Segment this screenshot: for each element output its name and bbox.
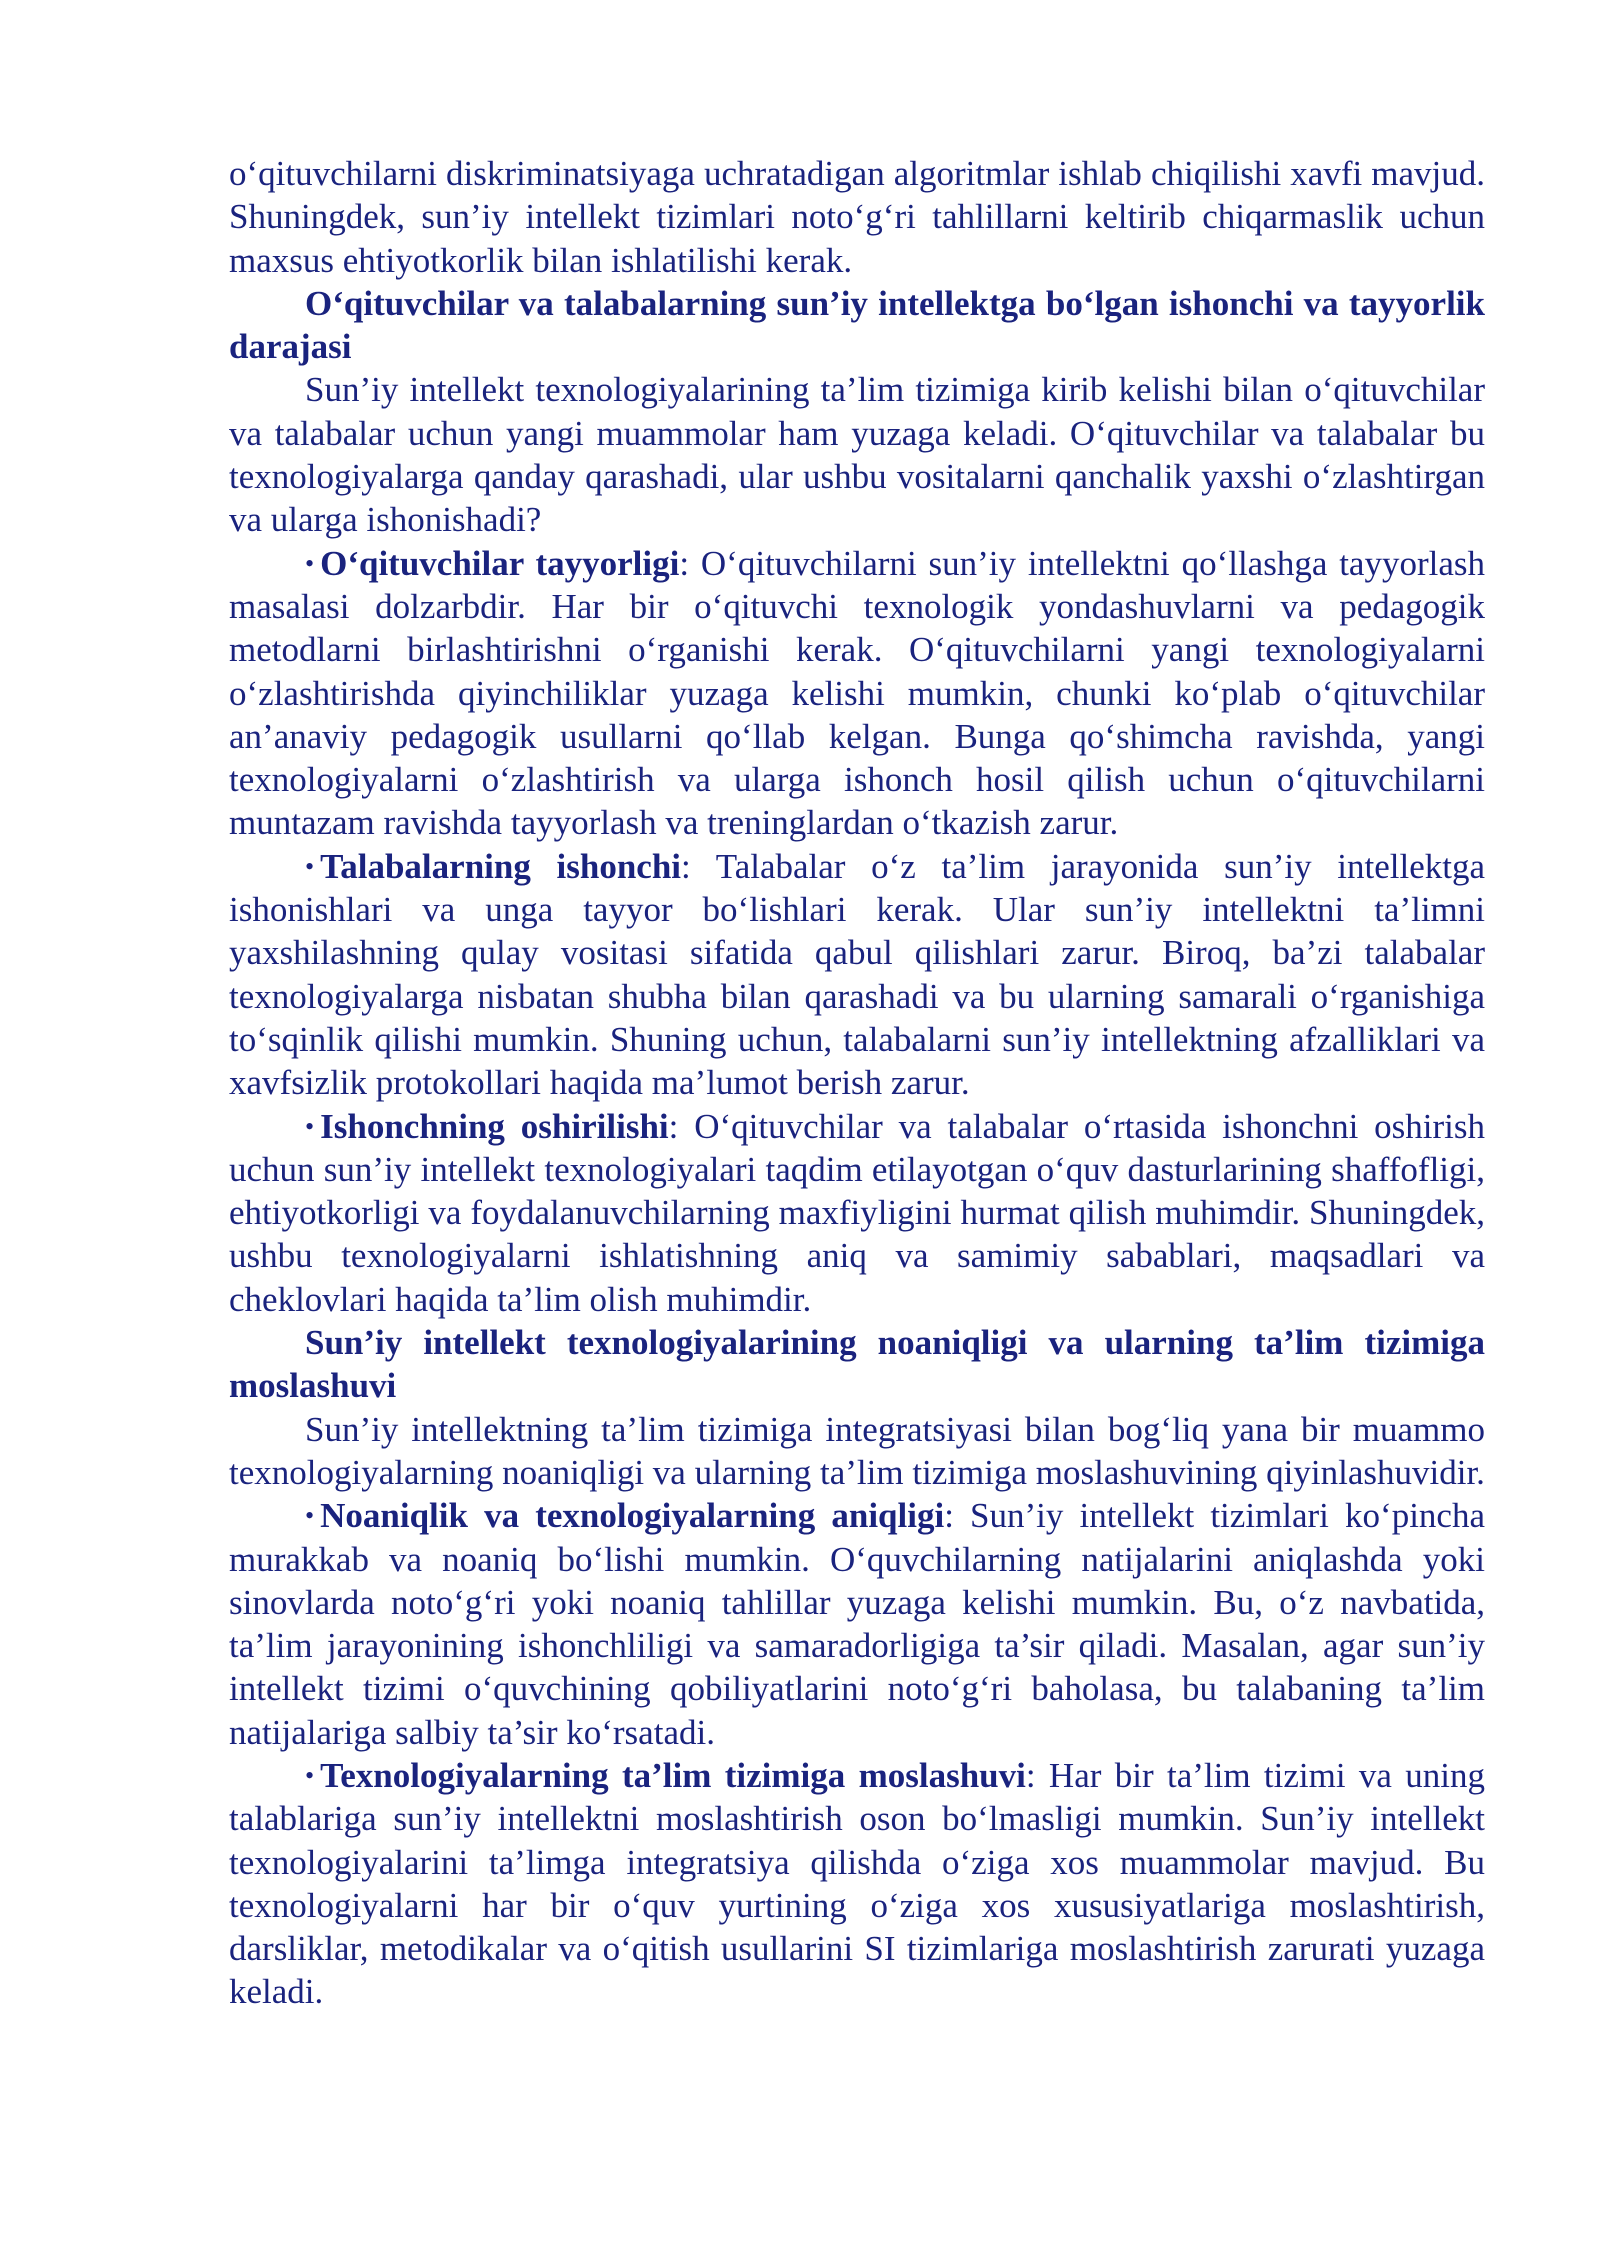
bullet-item-teacher-readiness [229,542,1485,845]
bullet-item-system-adaptation [229,1754,1485,2014]
bullet-item-student-trust [229,845,1485,1105]
bullet-item-uncertainty-accuracy [229,1494,1485,1754]
section-paragraph-uncertainty-adaptation: Sun’iy intellektning ta’lim tizimiga integratsiyasi bilan bog‘liq yana bir muammo texnologiyalarning noaniqligi va ularning ta’lim tizimiga moslashuvining qiyinlashuvidir. [229,1409,1485,1492]
bullet-text: : O‘qituvchilar va talabalar o‘rtasida ishonchni oshirish uchun sun’iy intellekt texnologiyalari taqdim etilayotgan o‘quv dasturlarining shaffofligi, ehtiyotkorligi va foydalanuvchilarning maxfiyligini hurmat qilish muhimdir. Shuningdek, ushbu texnologiyalarni ishlatishning aniq va samimiy sabablari, maqsadlari va cheklovlari haqida ta’lim olish muhimdir. [229,1106,1485,1319]
bullet-term: Noaniqlik va texnologiyalarning aniqligi [320,1496,945,1536]
bullet-text: : O‘qituvchilarni sun’iy intellektni qo‘llashga tayyorlash masalasi dolzarbdir. Har bir o‘qituvchi texnologik yondashuvlarni va pedagogik metodlarni birlashtirishni o‘rganishi kerak. O‘qituvchilarni yangi texnologiyalarni o‘zlashtirishda qiyinchiliklar yuzaga kelishi mumkin, chunki ko‘plab o‘qituvchilar an’anaviy pedagogik usullarni qo‘llab kelgan. Bunga qo‘shimcha ravishda, yangi texnologiyalarni o‘zlashtirish va ularga ishonch hosil qilish uchun o‘qituvchilarni muntazam ravishda tayyorlash va treninglardan o‘tkazish zarur. [229,543,1485,843]
section-heading-uncertainty-adaptation: Sun’iy intellekt texnologiyalarining noaniqligi va ularning ta’lim tizimiga moslashuvi [229,1323,1485,1406]
bullet-icon: • [305,1760,315,1790]
bullet-icon: • [305,548,315,578]
intro-paragraph: o‘qituvchilarni diskriminatsiyaga uchratadigan algoritmlar ishlab chiqilishi xavfi mavjud. Shuningdek, sun’iy intellekt tizimlari noto‘g‘ri tahlillarni keltirib chiqarmaslik uchun maxsus ehtiyotkorlik bilan ishlatilishi kerak. [229,154,1485,280]
bullet-text: : Sun’iy intellekt tizimlari ko‘pincha murakkab va noaniq bo‘lishi mumkin. O‘quvchilarning natijalarini aniqlashda yoki sinovlarda noto‘g‘ri yoki noaniq tahlillar yuzaga kelishi mumkin. Bu, o‘z navbatida, ta’lim jarayonining ishonchliligi va samaradorligiga ta’sir qiladi. Masalan, agar sun’iy intellekt tizimi o‘quvchining qobiliyatlarini noto‘g‘ri baholasa, bu talabaning ta’lim natijalariga salbiy ta’sir ko‘rsatadi. [229,1496,1485,1752]
section-paragraph-trust-readiness: Sun’iy intellekt texnologiyalarining ta’lim tizimiga kirib kelishi bilan o‘qituvchilar va talabalar uchun yangi muammolar ham yuzaga keladi. O‘qituvchilar va talabalar bu texnologiyalarga qanday qarashadi, ular ushbu vositalarni qanchalik yaxshi o‘zlashtirgan va ularga ishonishadi? [229,370,1485,540]
section-heading-trust-readiness: O‘qituvchilar va talabalarning sun’iy intellektga bo‘lgan ishonchi va tayyorlik darajasi [229,283,1485,367]
bullet-term: Talabalarning ishonchi [320,846,682,886]
bullet-term: Ishonchning oshirilishi [320,1106,669,1146]
bullet-icon: • [305,851,315,881]
document-page [229,152,1485,2014]
bullet-text: : Har bir ta’lim tizimi va uning talablariga sun’iy intellektni moslashtirish oson bo‘lmasligi mumkin. Sun’iy intellekt texnologiyalarini ta’limga integratsiya qilishda o‘ziga xos muammolar mavjud. Bu texnologiyalarni har bir o‘quv yurtining o‘ziga xos xususiyatlariga moslashtirish, darsliklar, metodikalar va o‘qitish usullarini SI tizimlariga moslashtirish zarurati yuzaga keladi. [229,1755,1486,2012]
bullet-term: O‘qituvchilar tayyorligi [320,543,680,583]
bullet-item-trust-increase [229,1105,1485,1321]
bullet-term: Texnologiyalarning ta’lim tizimiga moslashuvi [320,1755,1026,1795]
bullet-icon: • [305,1111,315,1141]
bullet-text: : Talabalar o‘z ta’lim jarayonida sun’iy intellektga ishonishlari va unga tayyor bo‘lishlari kerak. Ular sun’iy intellektni ta’limni yaxshilashning qulay vositasi sifatida qabul qilishlari zarur. Biroq, ba’zi talabalar texnologiyalarga nisbatan shubha bilan qarashadi va bu ularning samarali o‘rganishiga to‘sqinlik qilishi mumkin. Shuning uchun, talabalarni sun’iy intellektning afzalliklari va xavfsizlik protokollari haqida ma’lumot berish zarur. [229,846,1485,1103]
bullet-icon: • [305,1501,315,1531]
